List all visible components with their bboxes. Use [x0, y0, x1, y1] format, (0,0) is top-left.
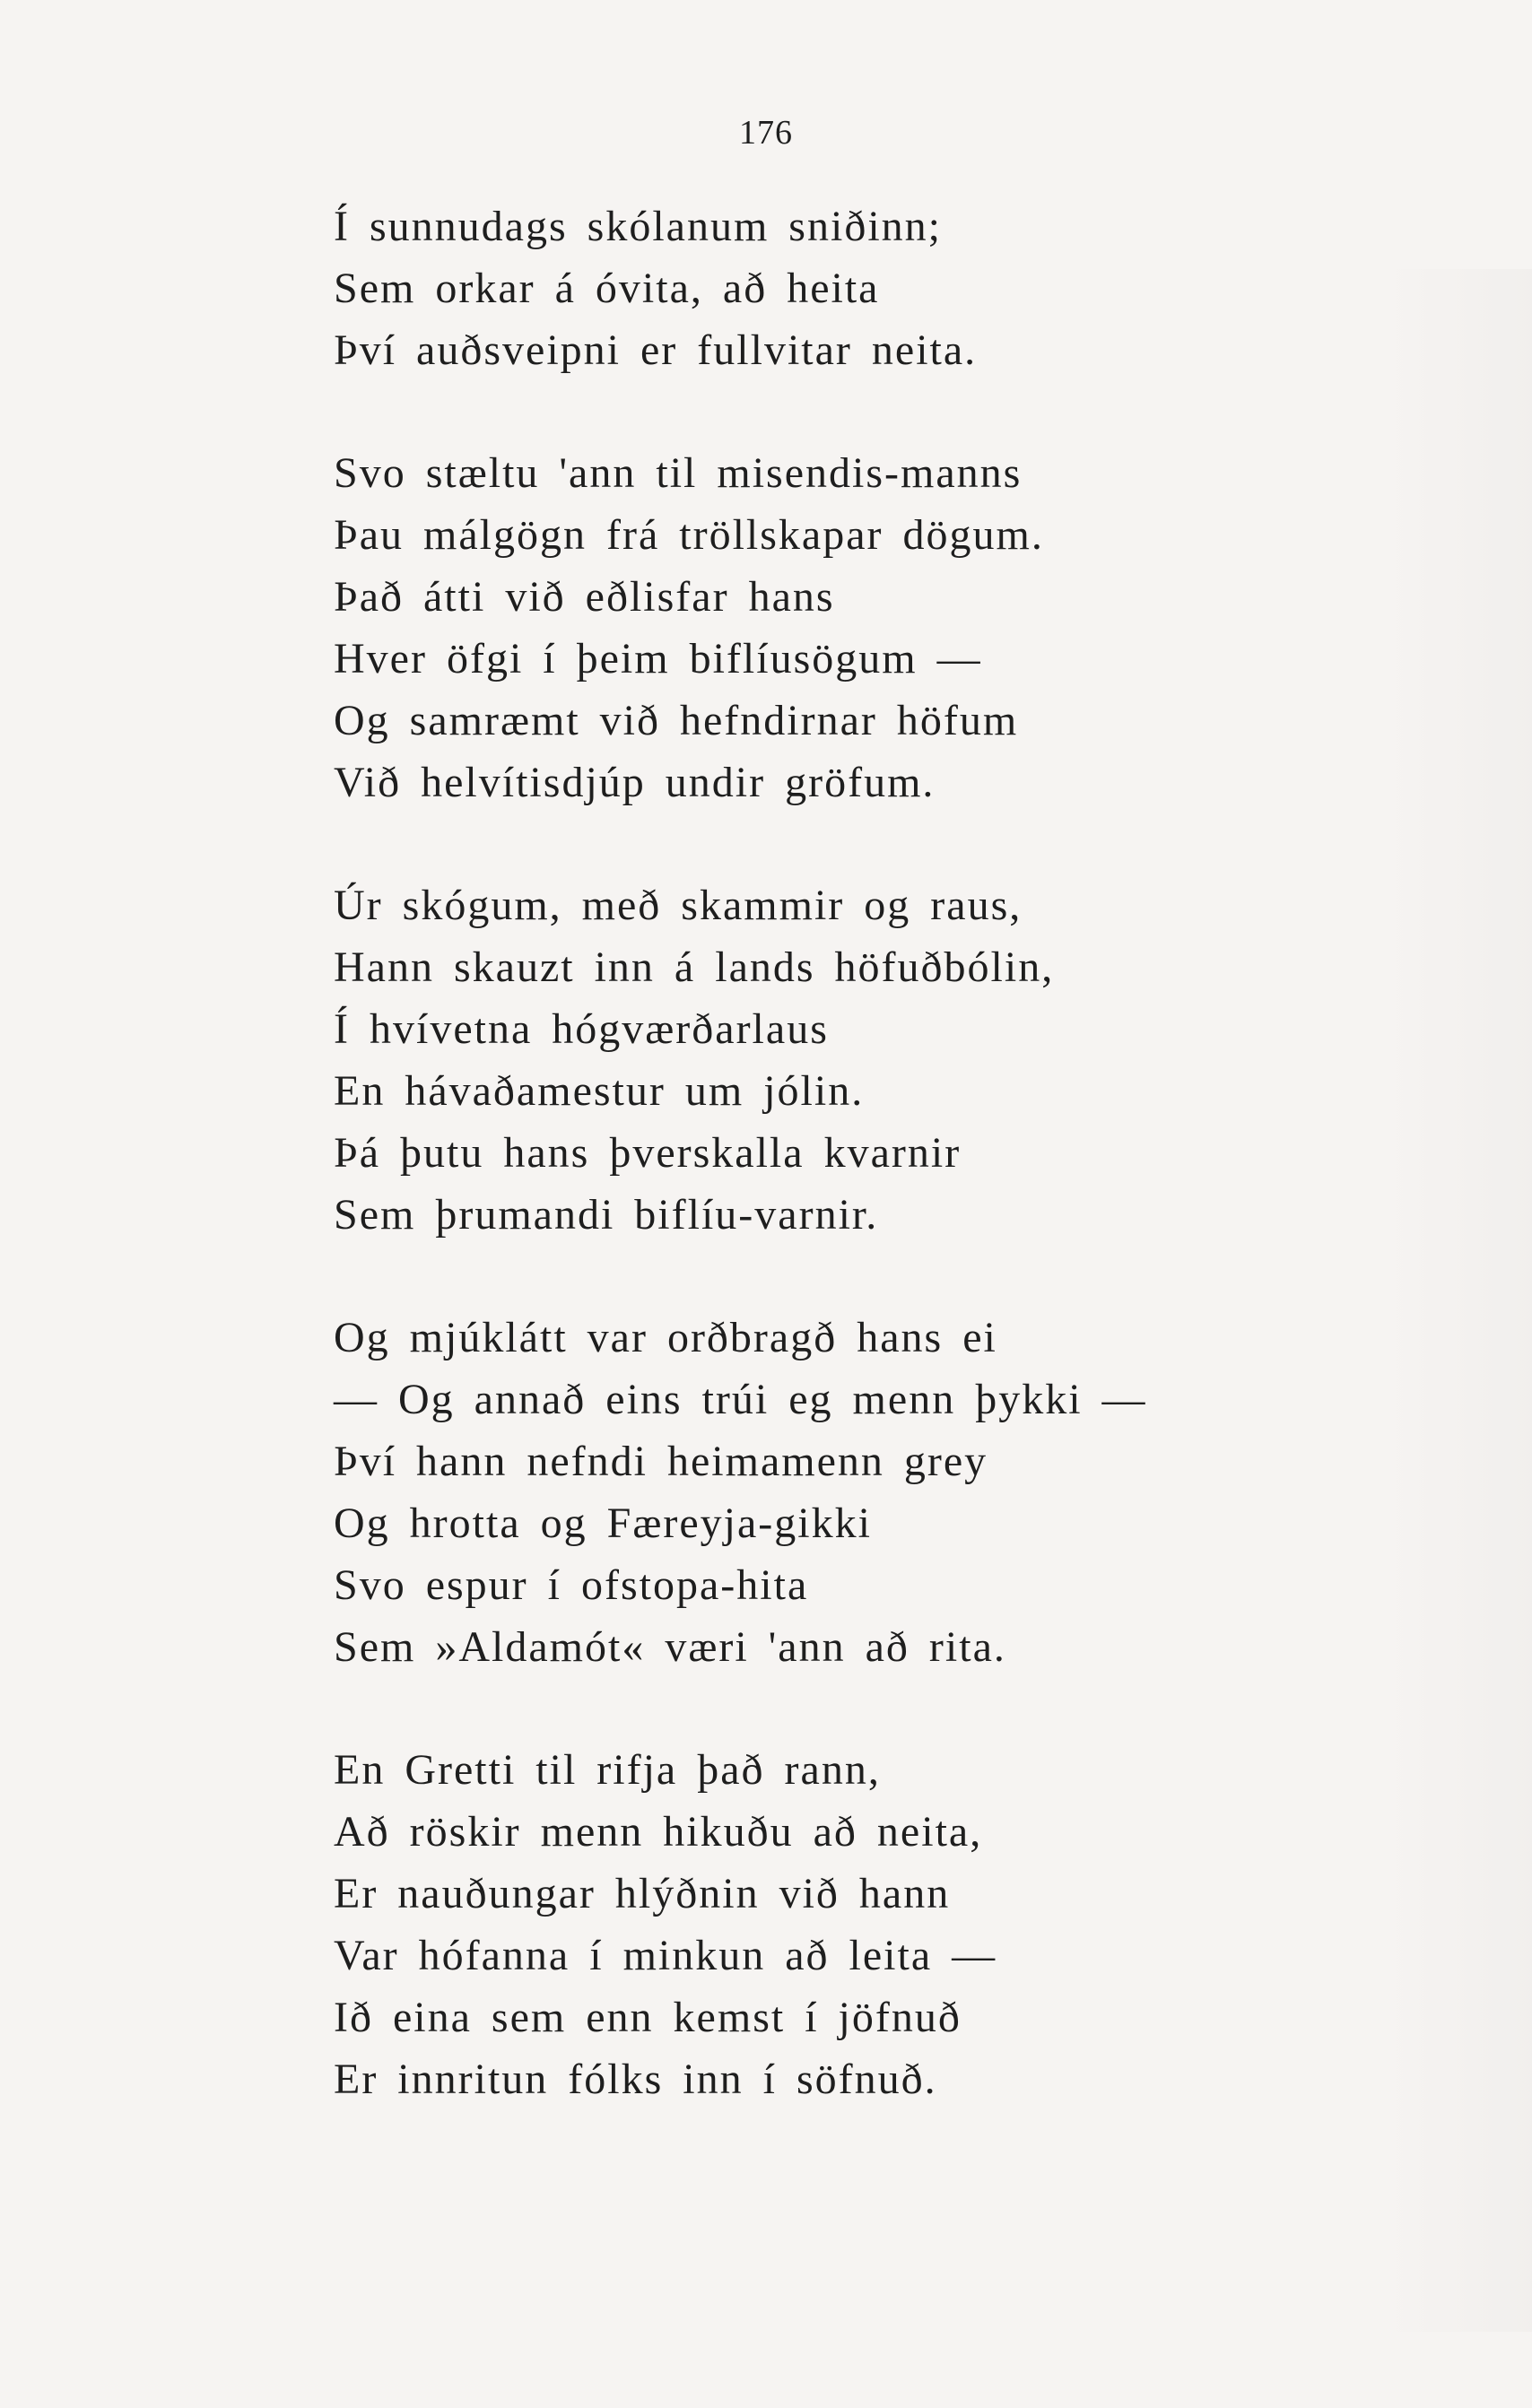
poem-line: Ið eina sem enn kemst í jöfnuð — [334, 1994, 962, 2041]
poem-line: Og mjúklátt var orðbragð hans ei — [334, 1314, 997, 1361]
poem — [334, 196, 1410, 2171]
poem-line: Að röskir menn hikuðu að neita, — [334, 1808, 983, 1856]
poem-line: Það átti við eðlisfar hans — [334, 573, 835, 621]
stanza-5 — [334, 1739, 1410, 2110]
poem-line: Og samræmt við hefndirnar höfum — [334, 697, 1019, 744]
poem-line: Því auðsveipni er fullvitar neita. — [334, 326, 978, 374]
stanza-2 — [334, 442, 1410, 813]
poem-line: Við helvítisdjúp undir gröfum. — [334, 759, 936, 806]
poem-line: — Og annað eins trúi eg menn þykki — — [334, 1376, 1147, 1423]
poem-line: Svo espur í ofstopa-hita — [334, 1561, 809, 1609]
poem-line: Hver öfgi í þeim biflíusögum — — [334, 635, 982, 682]
poem-line: Er innritun fólks inn í söfnuð. — [334, 2056, 937, 2103]
poem-line: Úr skógum, með skammir og raus, — [334, 882, 1023, 929]
poem-line: Er nauðungar hlýðnin við hann — [334, 1870, 951, 1917]
poem-line: Sem »Aldamót« væri 'ann að rita. — [334, 1623, 1006, 1671]
poem-line: En hávaðamestur um jólin. — [334, 1067, 865, 1115]
poem-line: En Gretti til rifja það rann, — [334, 1746, 881, 1794]
stanza-4 — [334, 1307, 1410, 1678]
poem-line: Svo stæltu 'ann til misendis-manns — [334, 449, 1023, 497]
poem-line: Og hrotta og Færeyja-gikki — [334, 1500, 872, 1547]
page-number: 176 — [739, 114, 793, 152]
poem-line: Var hófanna í minkun að leita — — [334, 1932, 997, 1979]
poem-line: Hann skauzt inn á lands höfuðbólin, — [334, 943, 1055, 991]
poem-line: Í hvívetna hógværðarlaus — [334, 1005, 829, 1053]
poem-line: Því hann nefndi heimamenn grey — [334, 1438, 988, 1485]
poem-line: Sem orkar á óvita, að heita — [334, 265, 880, 312]
poem-line: Þá þutu hans þverskalla kvarnir — [334, 1129, 962, 1177]
stanza-3 — [334, 874, 1410, 1246]
poem-line: Þau málgögn frá tröllskapar dögum. — [334, 511, 1044, 559]
poem-line: Sem þrumandi biflíu-varnir. — [334, 1191, 879, 1239]
stanza-1 — [334, 196, 1410, 381]
poem-line: Í sunnudags skólanum sniðinn; — [334, 203, 942, 250]
